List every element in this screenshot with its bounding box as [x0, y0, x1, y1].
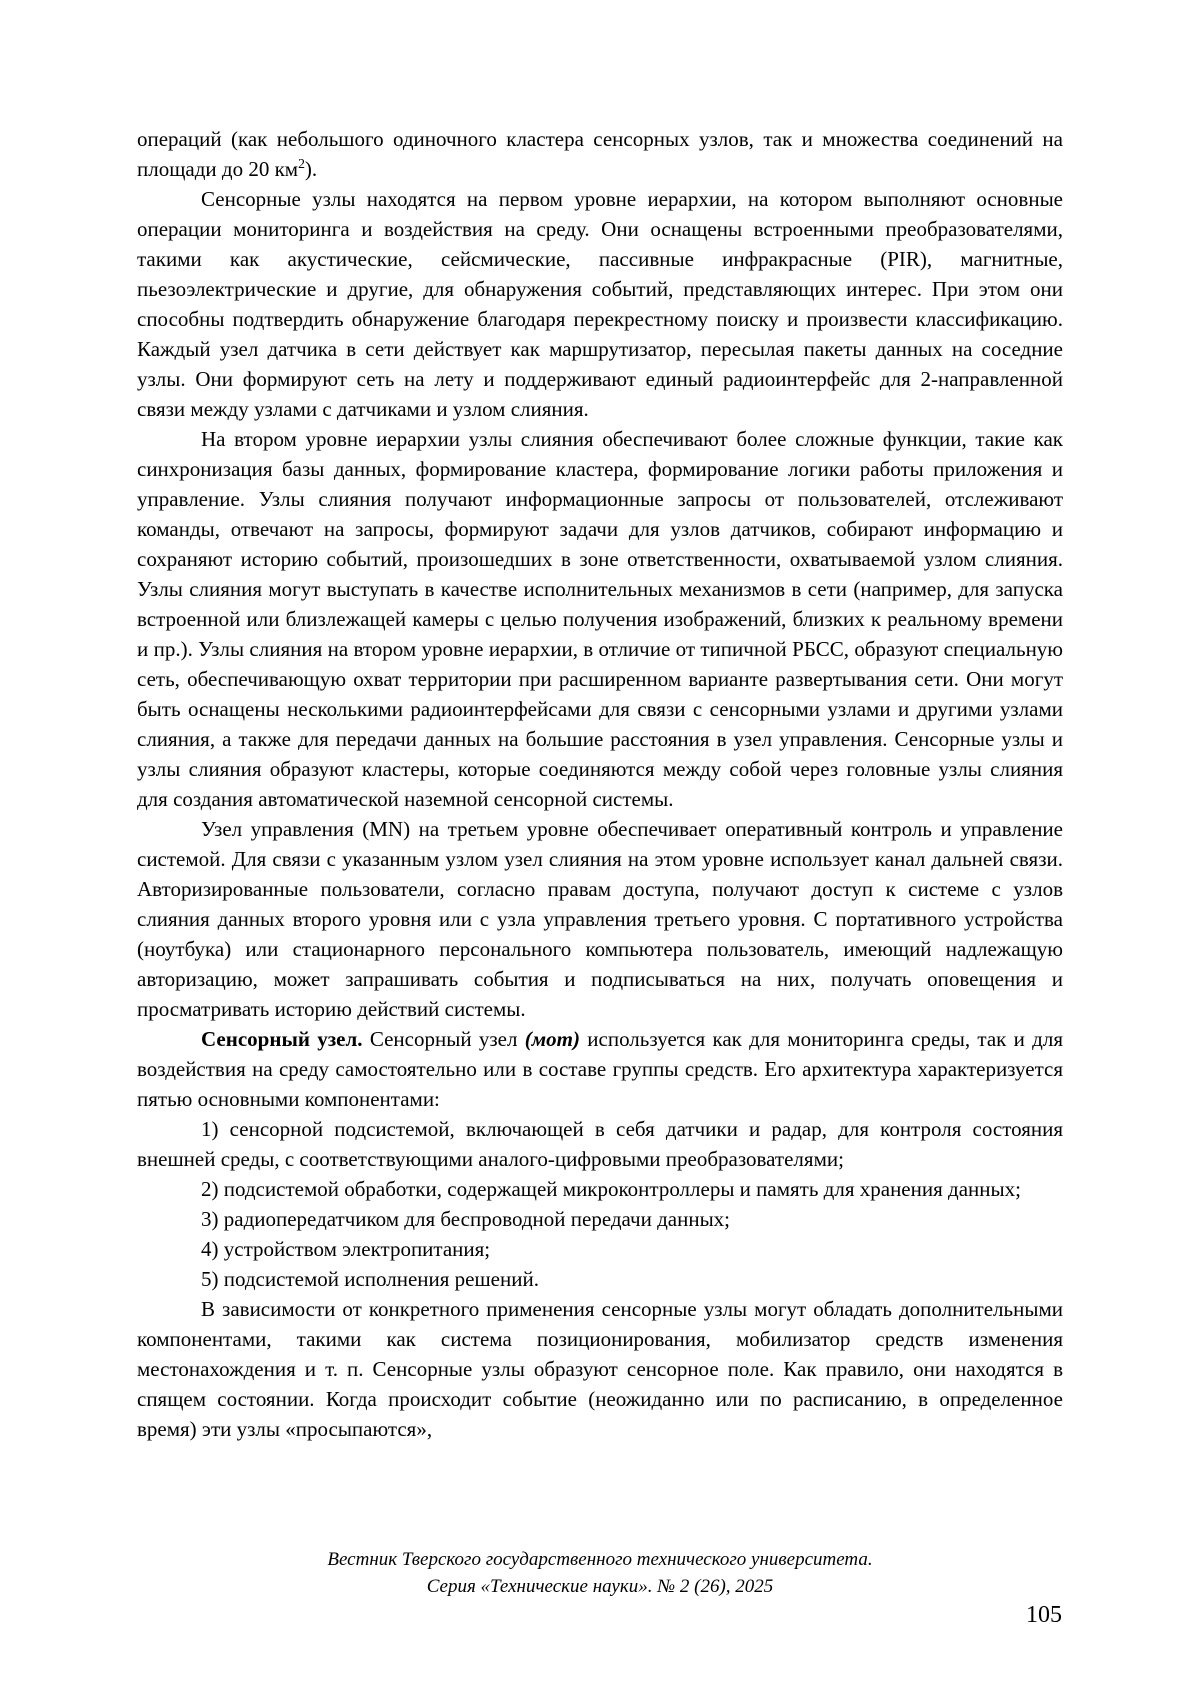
- bold-lead-in: Сенсорный узел.: [201, 1027, 363, 1051]
- superscript-exponent: 2: [298, 156, 305, 171]
- paragraph-fusion-nodes-level2: На втором уровне иерархии узлы слияния обеспечивают более сложные функции, такие как синхронизация базы данных, формирование кластера, формирование логики работы приложения и управление. Узлы слияния получают информационные запросы от пользователей, отслеживают команды, отвечают на запросы, формируют задачи для узлов датчиков, собирают информацию и сохраняют историю событий, произошедших в зоне ответственности, охватываемой узлом слияния. Узлы слияния могут выступать в качестве исполнительных механизмов в сети (например, для запуска встроенной или близлежащей камеры с целью получения изображений, близких к реальному времени и пр.). Узлы слияния на втором уровне иерархии, в отличие от типичной РБСС, образуют специальную сеть, обеспечивающую охват территории при расширенном варианте развертывания сети. Они могут быть оснащены несколькими радиоинтерфейсами для связи с сенсорными узлами и другими узлами слияния, а также для передачи данных на большие расстояния в узел управления. Сенсорные узлы и узлы слияния образуют кластеры, которые соединяются между собой через головные узлы слияния для создания автоматической наземной сенсорной системы.: [137, 427, 1063, 811]
- article-body: [137, 124, 1063, 1444]
- bold-italic-term: (мот): [524, 1027, 580, 1051]
- list-item-1: 1) сенсорной подсистемой, включающей в себя датчики и радар, для контроля состояния внешней среды, с соответствующими аналого-цифровыми преобразователями;: [137, 1117, 1063, 1171]
- paragraph-additional-components: В зависимости от конкретного применения сенсорные узлы могут обладать дополнительными компонентами, такими как система позиционирования, мобилизатор средств изменения местонахождения и т. п. Сенсорные узлы образуют сенсорное поле. Как правило, они находятся в спящем состоянии. Когда происходит событие (неожиданно или по расписанию, в определенное время) эти узлы «просыпаются»,: [137, 1297, 1063, 1441]
- journal-footer: [137, 1546, 1063, 1600]
- paragraph-text: операций (как небольшого одиночного кластера сенсорных узлов, так и множества соединений на площади до 20 км: [137, 127, 1063, 181]
- paragraph-sensor-node-definition: [137, 1024, 1063, 1114]
- list-item-4: 4) устройством электропитания;: [201, 1237, 491, 1261]
- paragraph-sensor-nodes-level1: Сенсорные узлы находятся на первом уровне иерархии, на котором выполняют основные операции мониторинга и воздействия на среду. Они оснащены встроенными преобразователями, такими как акустические, сейсмические, пассивные инфракрасные (PIR), магнитные, пьезоэлектрические и другие, для обнаружения событий, представляющих интерес. При этом они способны подтвердить обнаружение благодаря перекрестному поиску и произвести классификацию. Каждый узел датчика в сети действует как маршрутизатор, пересылая пакеты данных на соседние узлы. Они формируют сеть на лету и поддерживают единый радиоинтерфейс для 2-направленной связи между узлами с датчиками и узлом слияния.: [137, 187, 1063, 421]
- paragraph-text: ).: [304, 157, 318, 181]
- footer-series-issue: Серия «Технические науки». № 2 (26), 2025: [426, 1576, 774, 1597]
- paragraph-text: Сенсорный узел: [362, 1027, 525, 1051]
- list-item-3: 3) радиопередатчиком для беспроводной передачи данных;: [201, 1207, 731, 1231]
- list-item-5: 5) подсистемой исполнения решений.: [201, 1267, 539, 1291]
- page-number: 105: [1026, 1602, 1062, 1628]
- list-item-2: 2) подсистемой обработки, содержащей микроконтроллеры и память для хранения данных;: [201, 1177, 1021, 1201]
- paragraph-continuation: [137, 124, 1063, 184]
- footer-journal-title: Вестник Тверского государственного технического университета.: [327, 1549, 873, 1570]
- paragraph-control-node-level3: Узел управления (MN) на третьем уровне обеспечивает оперативный контроль и управление системой. Для связи с указанным узлом узел слияния на этом уровне использует канал дальней связи. Авторизированные пользователи, согласно правам доступа, получают доступ к системе с узлов слияния данных второго уровня или с узла управления третьего уровня. С портативного устройства (ноутбука) или стационарного персонального компьютера пользователь, имеющий надлежащую авторизацию, может запрашивать события и подписываться на них, получать оповещения и просматривать историю действий системы.: [137, 817, 1063, 1021]
- paragraph-text: используется как для мониторинга среды, так и для воздействия на среду самостоятельно или в составе группы средств. Его архитектура характеризуется пятью основными компонентами:: [137, 1027, 1064, 1111]
